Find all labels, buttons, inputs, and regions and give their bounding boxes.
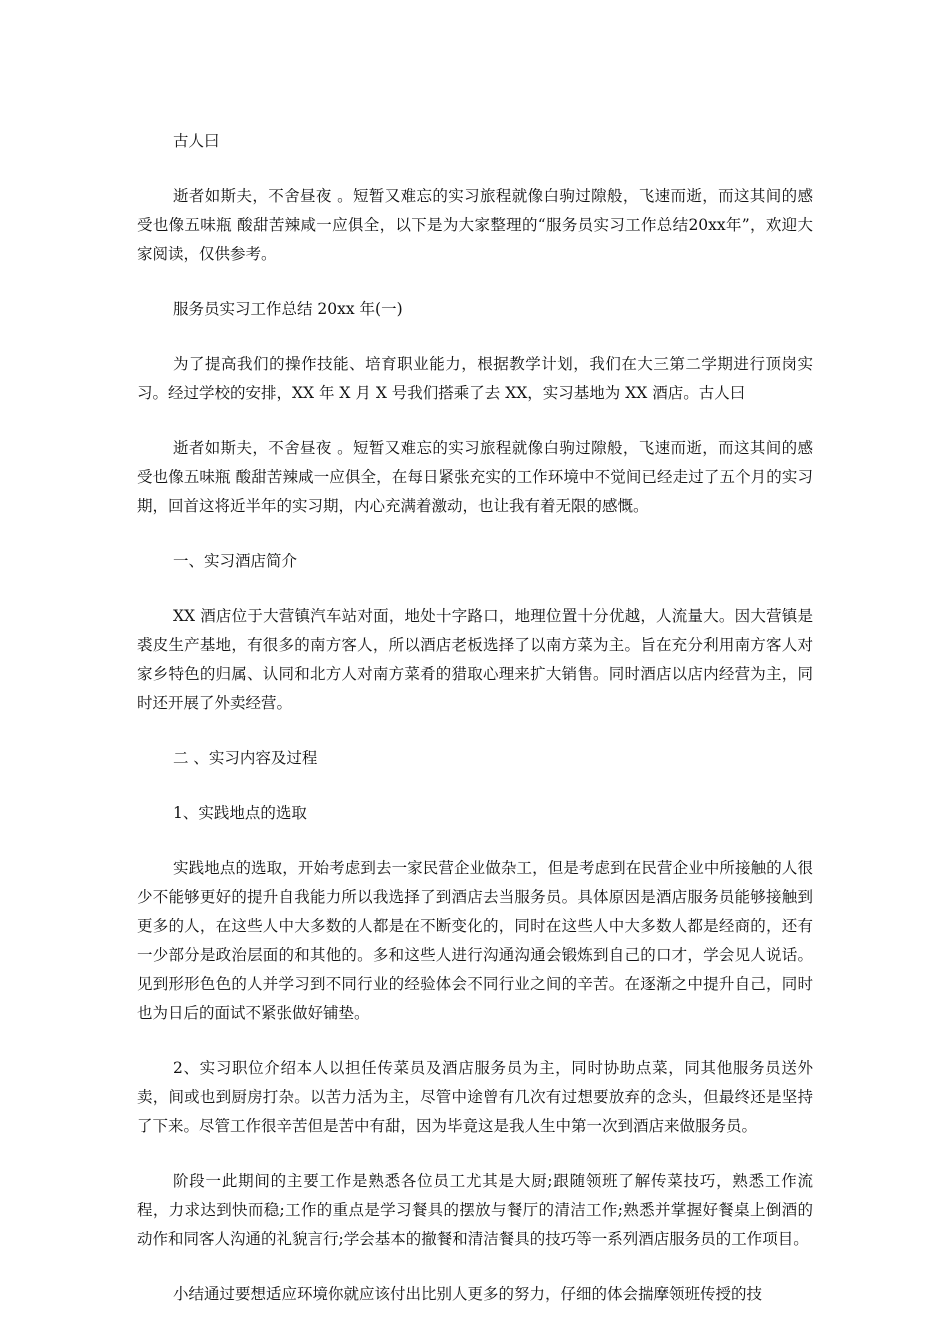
- body-paragraph: 2、实习职位介绍本人以担任传菜员及酒店服务员为主，同时协助点菜，同其他服务员送外卖，间或也到厨房打杂。以苦力活为主，尽管中途曾有几次有过想要放弃的念头，但最终还是坚持了下来。尽管工作很辛苦但是苦中有甜，因为毕竟这是我人生中第一次到酒店来做服务员。: [137, 1059, 813, 1135]
- section-title: 服务员实习工作总结 20xx 年(一): [173, 300, 403, 318]
- body-paragraph: 实践地点的选取，开始考虑到去一家民营企业做杂工，但是考虑到在民营企业中所接触的人很少不能够更好的提升自我能力所以我选择了到酒店去当服务员。具体原因是酒店服务员能够接触到更多的人，在这些人中大多数的人都是在不断变化的，同时在这些人中大多数人都是经商的，还有一少部分是政治层面的和其他的。多和这些人进行沟通沟通会锻炼到自己的口才，学会见人说话。见到形形色色的人并学习到不同行业的经验体会不同行业之间的辛苦。在逐渐之中提升自己，同时也为日后的面试不紧张做好铺垫。: [137, 859, 813, 1022]
- section-heading: 一、实习酒店简介: [173, 552, 298, 570]
- document-page: [137, 127, 813, 1335]
- body-paragraph: 阶段一此期间的主要工作是熟悉各位员工尤其是大厨;跟随领班了解传菜技巧，熟悉工作流程，力求达到快而稳;工作的重点是学习餐具的摆放与餐厅的清洁工作;熟悉并掌握好餐桌上倒酒的动作和同客人沟通的礼貌言行;学会基本的撤餐和清洁餐具的技巧等一系列酒店服务员的工作项目。: [137, 1172, 813, 1248]
- body-paragraph: 为了提高我们的操作技能、培育职业能力，根据教学计划，我们在大三第二学期进行顶岗实习。经过学校的安排，XX 年 X 月 X 号我们搭乘了去 XX，实习基地为 XX 酒店。古人曰: [137, 355, 813, 402]
- intro-paragraph: 逝者如斯夫，不舍昼夜 。短暂又难忘的实习旅程就像白驹过隙般，飞速而逝，而这其间的感受也像五味瓶 酸甜苦辣咸一应俱全，以下是为大家整理的“服务员实习工作总结20xx年”，欢迎大家阅读，仅供参考。: [137, 187, 813, 263]
- body-paragraph: 小结通过要想适应环境你就应该付出比别人更多的努力，仔细的体会揣摩领班传授的技: [173, 1285, 763, 1303]
- body-paragraph: 逝者如斯夫，不舍昼夜 。短暂又难忘的实习旅程就像白驹过隙般，飞速而逝，而这其间的感受也像五味瓶 酸甜苦辣咸一应俱全，在每日紧张充实的工作环境中不觉间已经走过了五个月的实习期，回首这将近半年的实习期，内心充满着激动，也让我有着无限的感慨。: [137, 439, 813, 515]
- section-heading: 二 、实习内容及过程: [173, 749, 318, 767]
- subsection-heading: 1、实践地点的选取: [173, 804, 307, 822]
- opening-line: 古人曰: [173, 132, 220, 150]
- body-paragraph: XX 酒店位于大营镇汽车站对面，地处十字路口，地理位置十分优越，人流量大。因大营镇是裘皮生产基地，有很多的南方客人，所以酒店老板选择了以南方菜为主。旨在充分利用南方客人对家乡特色的归属、认同和北方人对南方菜肴的猎取心理来扩大销售。同时酒店以店内经营为主，同时还开展了外卖经营。: [137, 607, 813, 712]
